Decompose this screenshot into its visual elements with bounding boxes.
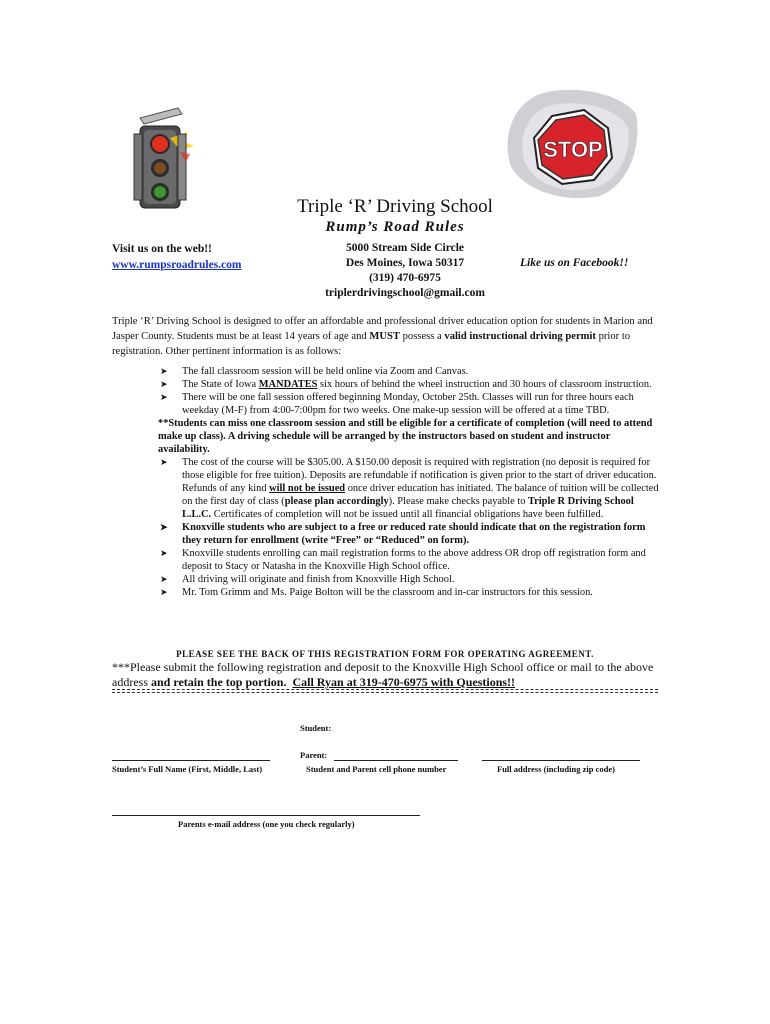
list-item: [160, 391, 660, 417]
stop-sign-text: STOP: [543, 137, 603, 162]
phone-caption: Student and Parent cell phone number: [306, 764, 447, 774]
list-item-text: six hours of behind the wheel instruction and 30 hours of classroom instruction.: [317, 379, 652, 390]
list-item-text: The State of Iowa: [182, 379, 259, 390]
list-item-text: ). Please make checks payable to: [388, 496, 529, 507]
list-item-text: There will be one fall session offered beginning Monday, October 25th. Classes will run for three hours each weekday (M-F) from 4:00-7:00pm for two weeks. One make-up session will be offered at a time TBD.: [182, 392, 634, 416]
intro-text-2: possess a: [399, 331, 445, 342]
student-label: Student:: [300, 723, 332, 733]
facebook-note: Like us on Facebook!!: [520, 257, 629, 269]
cut-line: [112, 692, 658, 693]
info-list: [160, 365, 660, 599]
student-name-caption: Student’s Full Name (First, Middle, Last): [112, 764, 263, 774]
arrow-bullet-icon: ➤: [160, 548, 168, 558]
intro-permit: valid instructional driving permit: [444, 331, 596, 342]
call-ryan-text: Call Ryan at 319-470-6975 with Questions!!: [292, 675, 516, 689]
retain-text: and retain the top portion.: [151, 675, 287, 689]
intro-paragraph: [112, 314, 658, 359]
page-subtitle: Rump’s Road Rules: [325, 219, 465, 235]
list-item: [160, 365, 660, 378]
address-line-2: Des Moines, Iowa 50317: [345, 257, 465, 269]
web-label: Visit us on the web!!: [112, 243, 212, 255]
submit-text: ***Please submit the following registration and deposit to the Knoxville High School office or mail to the above address: [112, 660, 654, 689]
intro-must: MUST: [369, 331, 400, 342]
parent-email-caption: Parents e-mail address (one you check regularly): [178, 819, 355, 829]
address-field[interactable]: [482, 760, 640, 761]
list-item-text: The fall classroom session will be held online via Zoom and Canvas.: [182, 366, 469, 377]
list-item-text: The cost of the course will be $305.00. A $150.00 deposit is required with registration (no deposit is required for those eligible for free tuition). Deposits are refundable if notification is given prior to the start of driver education. Refunds of any kind: [182, 457, 657, 494]
arrow-bullet-icon: ➤: [160, 379, 168, 389]
intro-text-3: prior to registration. Other pertinent information is as follows:: [112, 331, 631, 357]
email-address: triplerdrivingschool@gmail.com: [325, 287, 485, 299]
list-item-text: Knoxville students enrolling can mail registration forms to the above address OR drop off registration form and deposit to Stacy or Natasha in the Knoxville High School office.: [182, 548, 646, 572]
phone-field[interactable]: [334, 760, 458, 761]
cut-line: [112, 689, 658, 690]
list-item-text: Certificates of completion will not be issued until all financial obligations have been fulfilled.: [211, 509, 604, 520]
back-notice: PLEASE SEE THE BACK OF THIS REGISTRATION FORM FOR OPERATING AGREEMENT.: [176, 649, 594, 659]
list-item-text: Knoxville students who are subject to a free or reduced rate should indicate that on the registration form they return for enrollment (write “Free” or “Reduced” on form).: [182, 522, 646, 546]
parent-email-field[interactable]: [112, 815, 420, 816]
mandates-text: MANDATES: [258, 379, 318, 390]
list-item: [160, 547, 660, 573]
stop-sign-icon: [500, 84, 640, 204]
web-block: [112, 241, 241, 273]
address-caption: Full address (including zip code): [497, 764, 615, 774]
list-item-text: once driver education has initiated. The balance of tuition will be collected on the first day of class (: [182, 483, 659, 507]
list-item-text: Mr. Tom Grimm and Ms. Paige Bolton will be the classroom and in-car instructors for this session.: [182, 587, 593, 598]
list-item: [160, 521, 660, 547]
list-item-text: All driving will originate and finish from Knoxville High School.: [182, 574, 455, 585]
page-title: Triple ‘R’ Driving School: [297, 196, 493, 217]
arrow-bullet-icon: ➤: [160, 587, 168, 597]
student-name-field[interactable]: [112, 760, 270, 761]
address-line-1: 5000 Stream Side Circle: [345, 242, 465, 254]
parent-label: Parent:: [300, 750, 328, 760]
make-up-note: **Students can miss one classroom session and still be eligible for a certificate of completion (will need to attend make up class). A driving schedule will be arranged by the instructors based on student and instructor availability.: [158, 418, 653, 455]
not-issued-text: will not be issued: [269, 483, 346, 494]
intro-text-1: Triple ‘R’ Driving School is designed to offer an affordable and professional driver education option for students in Marion and Jasper County. Students must be at least 14 years of age and: [112, 316, 653, 342]
arrow-bullet-icon: ➤: [160, 457, 168, 467]
website-link[interactable]: www.rumpsroadrules.com: [112, 259, 242, 271]
list-item: [160, 573, 660, 586]
submit-instructions: [112, 660, 658, 690]
payee-text: Triple R Driving School L.L.C.: [182, 496, 634, 520]
list-item: [160, 586, 660, 599]
address-block: [295, 241, 515, 301]
phone-number: (319) 470-6975: [369, 272, 441, 284]
arrow-bullet-icon: ➤: [160, 392, 168, 402]
list-item: [160, 456, 660, 521]
plan-accordingly-text: please plan accordingly: [284, 496, 389, 507]
list-item: [160, 378, 660, 391]
arrow-bullet-icon: ➤: [160, 522, 168, 532]
arrow-bullet-icon: ➤: [160, 366, 168, 376]
arrow-bullet-icon: ➤: [160, 574, 168, 584]
